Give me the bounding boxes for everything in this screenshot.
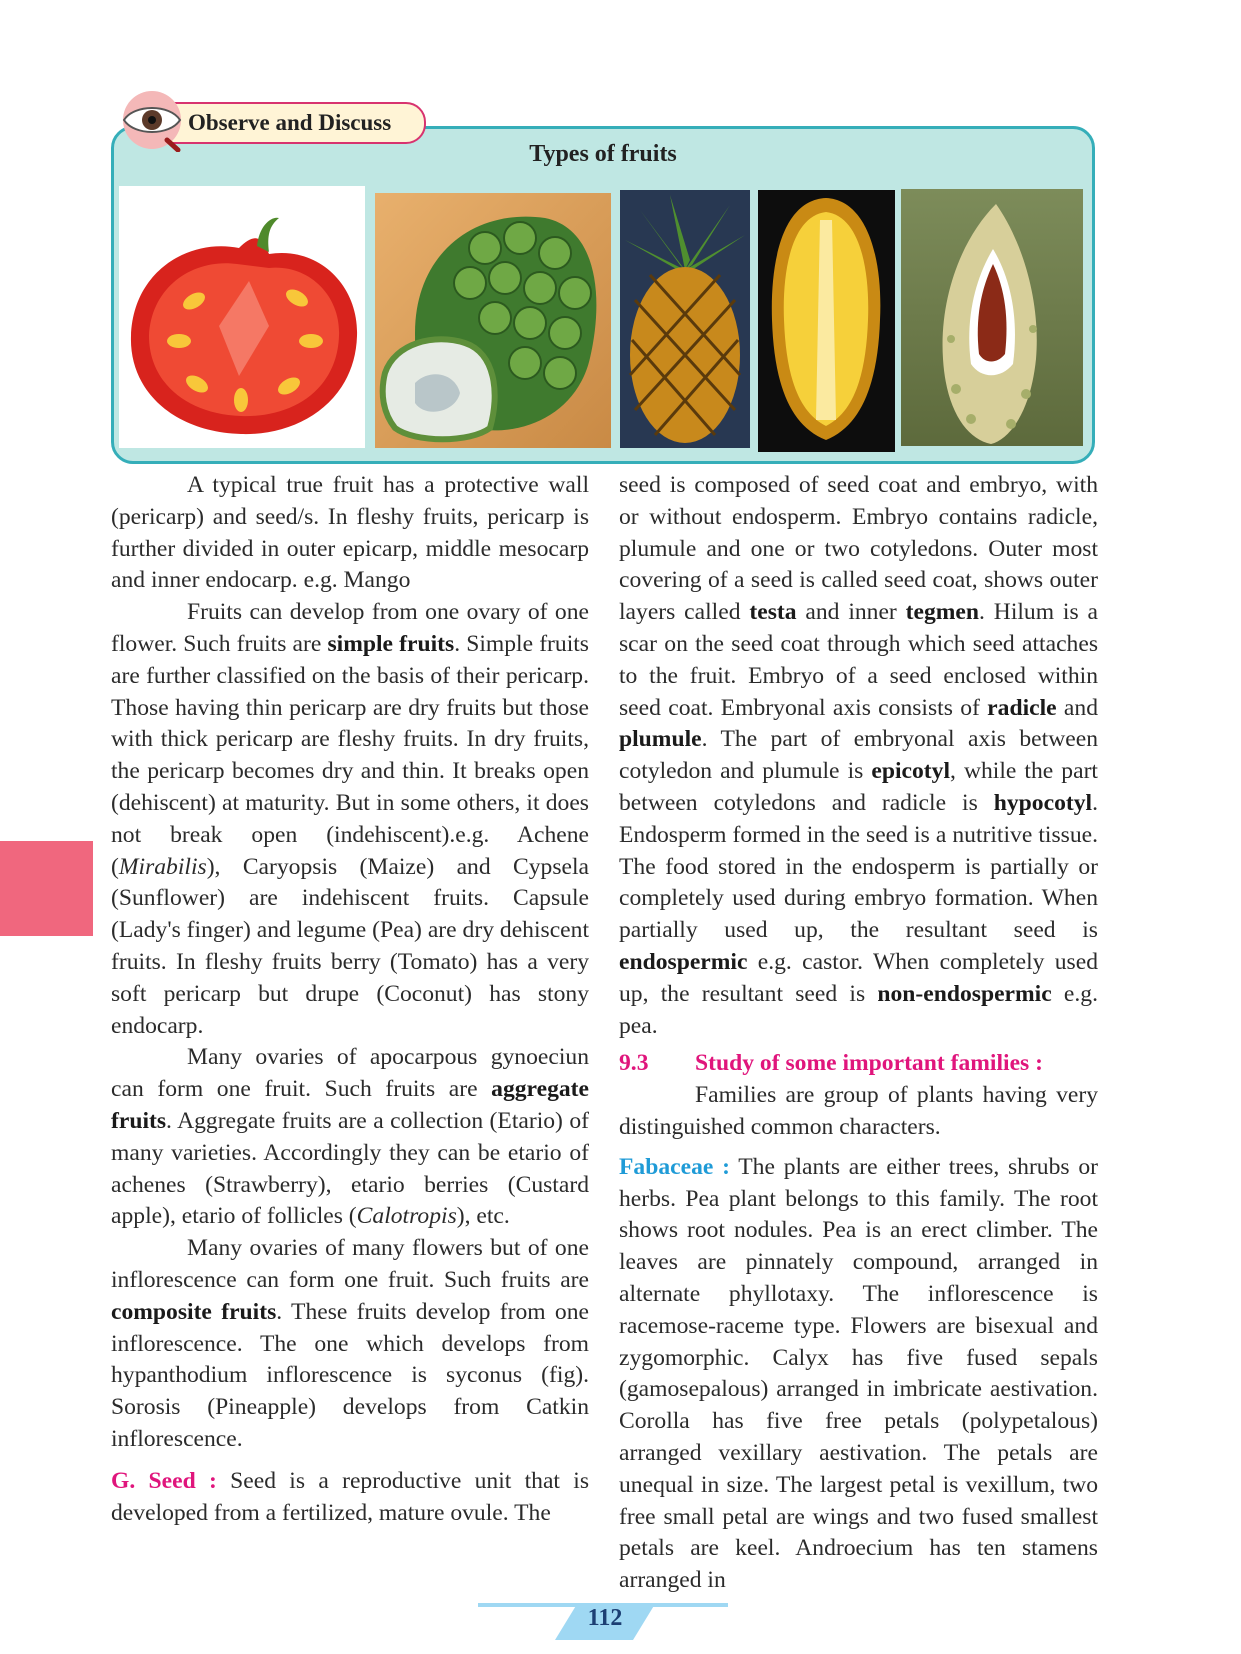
paragraph-composite-fruits: Many ovaries of many flowers but of one inflorescence can form one fruit. Such fruits are composite fruits. These fruits develop from one inflorescence. The one which develops from hypanthodium inflorescence is syconus (fig). Sorosis (Pineapple) develops from Catkin inflorescence. [111, 1235, 590, 1452]
left-column [111, 470, 589, 1529]
paragraph-seed: G. Seed : Seed is a reproductive unit that is developed from a fertilized, mature ovule. The [111, 1467, 590, 1526]
page-number: 112 [587, 1605, 623, 1631]
pineapple-cut-image [758, 190, 895, 452]
calotropis-follicle-image [901, 189, 1083, 446]
section-heading: 9.3 Study of some important families : [619, 1050, 1043, 1077]
paragraph-fabaceae: Fabaceae : The plants are either trees, shrubs or herbs. Pea plant belongs to this family. The root shows root nodules. Pea is an erect climber. The leaves are pinnately compound, arranged in alternate phyllotaxy. The inflorescence is racemose-raceme type. Flowers are bisexual and zygomorphic. Calyx has five fused sepals (gamosepalous) arranged in imbricate aestivation. Corolla has five free petals (polypetalous) arranged vexillary aestivation. The petals are unequal in size. The largest petal is vexillum, two free small petal are wings and two fused smallest petals are keel. Androecium has ten stamens arranged in [619, 1153, 1098, 1594]
paragraph-true-fruit: A typical true fruit has a protective wall (pericarp) and seed/s. In fleshy fruits, pericarp is further divided in outer epicarp, middle mesocarp and inner endocarp. e.g. Mango [111, 472, 589, 594]
custard-apple-image [375, 193, 611, 448]
observe-discuss-label: Observe and Discuss [170, 102, 426, 144]
tomato-cut-image [119, 186, 365, 448]
paragraph-families: Families are group of plants having very distinguished common characters. [619, 1082, 1098, 1140]
paragraph-seed-structure: seed is composed of seed coat and embryo, with or without endosperm. Embryo contains radicle, plumule and one or two cotyledons. Outer most covering of a seed is called seed coat, shows outer layers called testa and inner tegmen. Hilum is a scar on the seed coat through which seed attaches to the fruit. Embryo of a seed enclosed within seed coat. Embryonal axis consists of radicle and plumule. The part of embryonal axis between cotyledon and plumule is epicotyl, while the part between cotyledons and radicle is hypocotyl. Endosperm formed in the seed is a nutritive tissue. The food stored in the endosperm is partially or completely used during embryo formation. When partially used up, the resultant seed is endospermic e.g. castor. When completely used up, the resultant seed is non-endospermic e.g. pea. [619, 472, 1098, 1039]
box-title: Types of fruits [529, 141, 677, 167]
right-column [619, 470, 1098, 1597]
pineapple-image [620, 190, 750, 448]
side-tab-marker [0, 841, 93, 936]
paragraph-simple-fruits: Fruits can develop from one ovary of one flower. Such fruits are simple fruits. Simple fruits are further classified on the basis of their pericarp. Those having thin pericarp are dry fruits but those with thick pericarp are fleshy fruits. In dry fruits, the pericarp becomes dry and thin. It breaks open (dehiscent) at maturity. But in some others, it does not break open (indehiscent).e.g. Achene (Mirabilis), Caryopsis (Maize) and Cypsela (Sunflower) are indehiscent fruits. Capsule (Lady's finger) and legume (Pea) are dry dehiscent fruits. In fleshy fruits berry (Tomato) has a very soft pericarp but drupe (Coconut) has stony endocarp. [111, 599, 589, 1039]
eye-magnifier-icon [112, 90, 182, 152]
paragraph-aggregate-fruits: Many ovaries of apocarpous gynoeciun can form one fruit. Such fruits are aggregate fruits. Aggregate fruits are a collection (Etario) of many varieties. Accordingly they can be etario of achenes (Strawberry), etario berries (Custard apple), etario of follicles (Calotropis), etc. [111, 1044, 589, 1230]
seed-heading: G. Seed : [111, 1467, 217, 1494]
fabaceae-heading: Fabaceae : [619, 1153, 730, 1180]
